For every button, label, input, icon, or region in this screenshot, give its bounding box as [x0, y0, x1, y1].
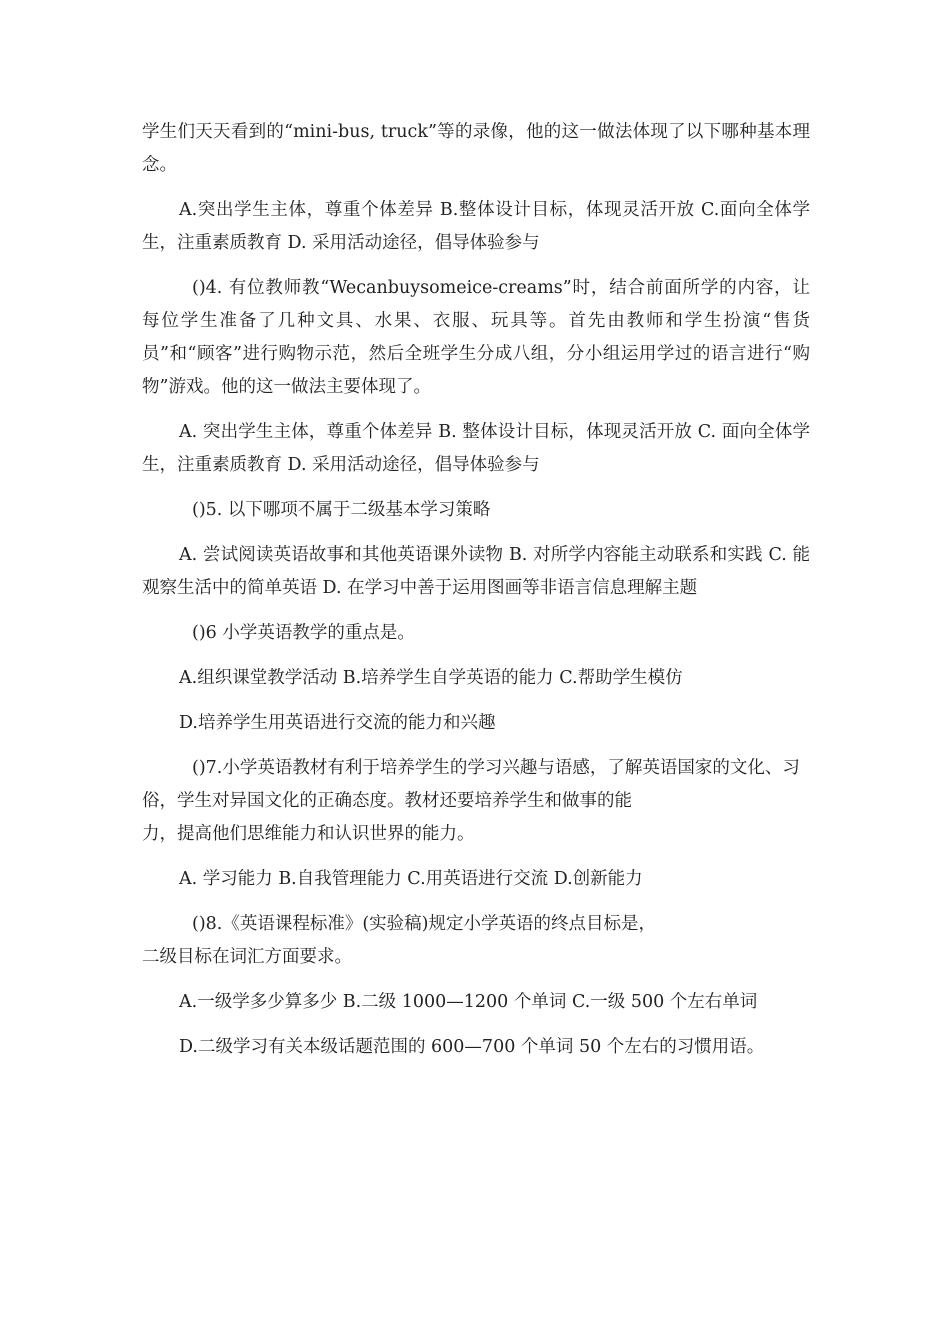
question-4-stem: ()4. 有位教师教“Wecanbuysomeice-creams”时，结合前面所学的内容，让每位学生准备了几种文具、水果、衣服、玩具等。首先由教师和学生扮演“售货员”和“顾客”进行购物示范，然后全班学生分成八组，分小组运用学过的语言进行“购物”游戏。他的这一做法主要体现了。: [142, 278, 810, 397]
question-3-stem-continuation: 学生们天天看到的“mini-bus, truck”等的录像，他的这一做法体现了以下哪种基本理念。: [142, 122, 810, 175]
question-7-stem-line-2: 力，提高他们思维能力和认识世界的能力。: [142, 824, 475, 844]
document-page: [142, 116, 810, 1076]
question-4-options: A. 突出学生主体，尊重个体差异 B. 整体设计目标，体现灵活开放 C. 面向全体学生，注重素质教育 D. 采用活动途径，倡导体验参与: [142, 422, 810, 475]
question-5-stem: ()5. 以下哪项不属于二级基本学习策略: [192, 500, 491, 520]
question-7-options: A. 学习能力 B.自我管理能力 C.用英语进行交流 D.创新能力: [179, 869, 643, 889]
question-8-stem: [142, 908, 810, 974]
question-6-options-line-1: A.组织课堂教学活动 B.培养学生自学英语的能力 C.帮助学生模仿: [179, 668, 683, 688]
question-7-stem-line-1: ()7.小学英语教材有利于培养学生的学习兴趣与语感，了解英语国家的文化、习俗，学生对异国文化的正确态度。教材还要培养学生和做事的能: [142, 758, 800, 811]
question-7-stem: [142, 752, 810, 851]
question-8-stem-line-2: 二级目标在词汇方面要求。: [142, 947, 352, 967]
question-8-stem-line-1: ()8.《英语课程标准》(实验稿)规定小学英语的终点目标是，: [192, 914, 657, 934]
question-6-options-line-2: D.培养学生用英语进行交流的能力和兴趣: [179, 713, 496, 733]
question-8-options-line-2: D.二级学习有关本级话题范围的 600—700 个单词 50 个左右的习惯用语。: [179, 1037, 765, 1057]
question-8-options-line-1: A.一级学多少算多少 B.二级 1000—1200 个单词 C.一级 500 个左右单词: [179, 992, 758, 1012]
question-6-stem: ()6 小学英语教学的重点是。: [192, 623, 415, 643]
question-5-options: A. 尝试阅读英语故事和其他英语课外读物 B. 对所学内容能主动联系和实践 C. 能观察生活中的简单英语 D. 在学习中善于运用图画等非语言信息理解主题: [142, 545, 810, 598]
question-3-options: A.突出学生主体，尊重个体差异 B.整体设计目标，体现灵活开放 C.面向全体学生，注重素质教育 D. 采用活动途径，倡导体验参与: [142, 200, 810, 253]
